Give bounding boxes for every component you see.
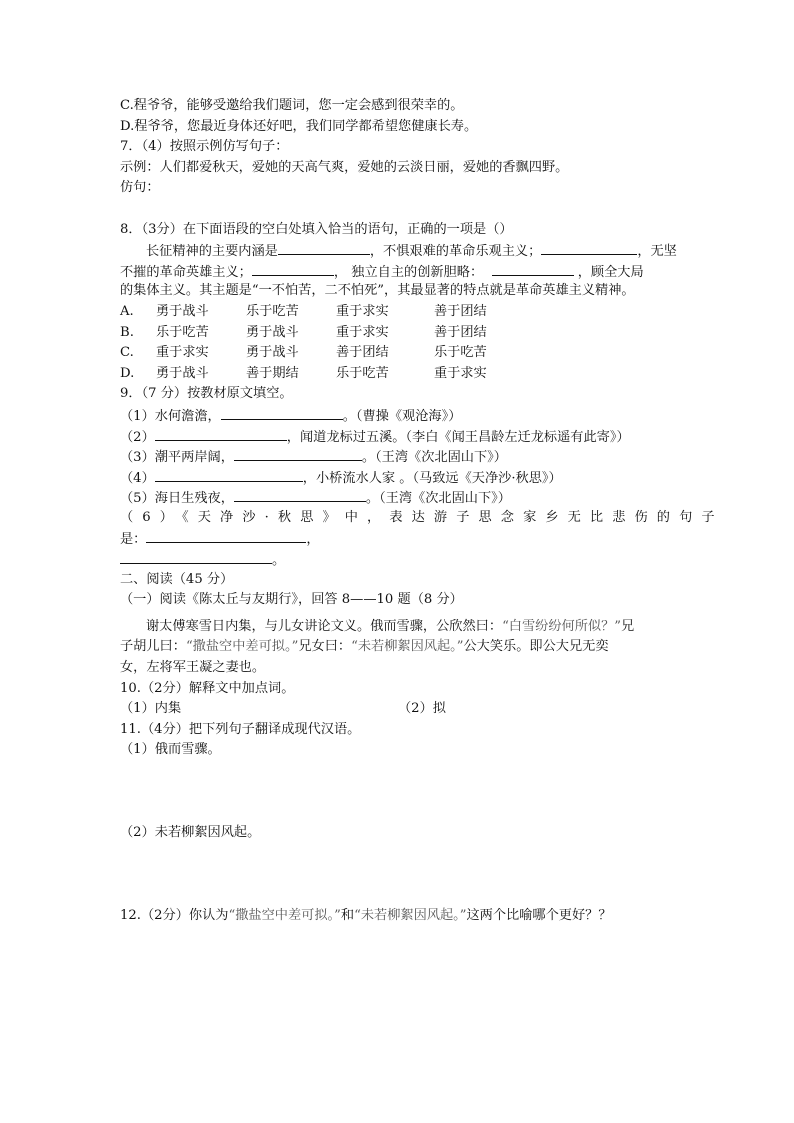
q8-option-d[interactable]: D. 勇于战斗 善于期结 乐于吃苦 重于求实 — [120, 365, 487, 381]
question-9: 9．（7 分）按教材原文填空。 — [120, 386, 293, 402]
q8-paragraph-line-1: 长征精神的主要内涵是 ，不惧艰难的革命乐观主义； ，无坚 — [120, 240, 676, 261]
passage-line-3: 女，左将军王凝之妻也。 — [120, 660, 266, 676]
q9-item-5: （5）海日生残夜， 。（王湾《次北固山下》） — [120, 487, 676, 508]
q9-item-4: （4） ，小桥流水人家 。（马致远《天净沙·秋思》） — [120, 467, 676, 488]
question-8: 8．（3分）在下面语段的空白处填入恰当的语句，正确的一项是（） — [120, 221, 513, 237]
question-7-imitate: 仿句： — [120, 180, 160, 196]
question-7-example: 示例：人们都爱秋天，爱她的天高气爽，爱她的云淡日丽，爱她的香飘四野。 — [120, 159, 569, 175]
q9-item-6-answer-line: 是： ， — [120, 528, 676, 549]
q8-option-a[interactable]: A. 勇于战斗 乐于吃苦 重于求实 善于团结 — [120, 303, 487, 319]
q9-item-1: （1）水何澹澹， 。（曹操《观沧海》） — [120, 405, 676, 426]
q9-item-6-answer-line-2: 。 — [120, 549, 676, 570]
q8-option-b[interactable]: B. 乐于吃苦 勇于战斗 重于求实 善于团结 — [120, 324, 487, 340]
exam-page — [120, 96, 724, 926]
option-c-line: C.程爷爷，能够受邀给我们题词，您一定会感到很荣幸的。 — [120, 98, 464, 113]
q8-paragraph-line-3: 的集体主义。其主题是“一不怕苦，二不怕死”，其最显著的特点就是革命英雄主义精神。 — [120, 283, 635, 299]
answer-blank[interactable] — [155, 426, 287, 441]
question-7: 7．（4）按照示例仿写句子： — [120, 139, 289, 155]
answer-blank[interactable] — [541, 240, 637, 255]
answer-blank[interactable] — [146, 528, 306, 543]
subsection-1-heading: （一）阅读《陈太丘与友期行》，回答 8——10 题（8 分） — [120, 592, 463, 608]
question-11: 11.（4分）把下列句子翻译成现代汉语。 — [120, 721, 361, 737]
answer-blank[interactable] — [252, 261, 334, 276]
passage-line-1: 谢太傅寒雪日内集，与儿女讲论文义。俄而雪骤，公欣然曰：“白雪纷纷何所似？”兄 — [146, 618, 635, 634]
q10-items: （1）内集 （2）拟 — [120, 701, 446, 717]
answer-blank[interactable] — [278, 240, 370, 255]
answer-blank[interactable] — [155, 467, 303, 482]
answer-blank[interactable] — [492, 261, 574, 276]
passage-line-2: 子胡儿曰：“撒盐空中差可拟。”兄女曰：“未若柳絮因风起。”公大笑乐。即公大兄无奕 — [120, 639, 609, 655]
question-10: 10.（2分）解释文中加点词。 — [120, 680, 295, 696]
section-2-heading: 二、阅读（45 分） — [120, 571, 234, 587]
answer-blank[interactable] — [221, 405, 343, 420]
q8-paragraph-line-2: 不摧的革命英雄主义； ， 独立自主的创新胆略： ，顾全大局 — [120, 261, 676, 282]
answer-blank[interactable] — [234, 487, 366, 502]
q11-item-2: （2）未若柳絮因风起。 — [120, 825, 261, 840]
q9-item-2: （2） ，闻道龙标过五溪。（李白《闻王昌龄左迁龙标遥有此寄》） — [120, 426, 676, 447]
q9-item-3: （3）潮平两岸阔， 。（王湾《次北固山下》） — [120, 446, 676, 467]
q9-item-6: （6）《天净沙·秋思》中，表达游子思念家乡无比悲伤的句子 — [120, 509, 724, 525]
q8-option-c[interactable]: C. 重于求实 勇于战斗 善于团结 乐于吃苦 — [120, 345, 487, 361]
question-12: 12.（2分）你认为“撒盐空中差可拟。”和“未若柳絮因风起。”这两个比喻哪个更好？？ — [120, 907, 612, 923]
q11-item-1: （1）俄而雪骤。 — [120, 742, 221, 758]
answer-blank[interactable] — [234, 446, 362, 461]
option-d-line: D.程爷爷，您最近身体还好吧，我们同学都希望您健康长寿。 — [120, 118, 478, 134]
answer-blank[interactable] — [120, 549, 272, 564]
